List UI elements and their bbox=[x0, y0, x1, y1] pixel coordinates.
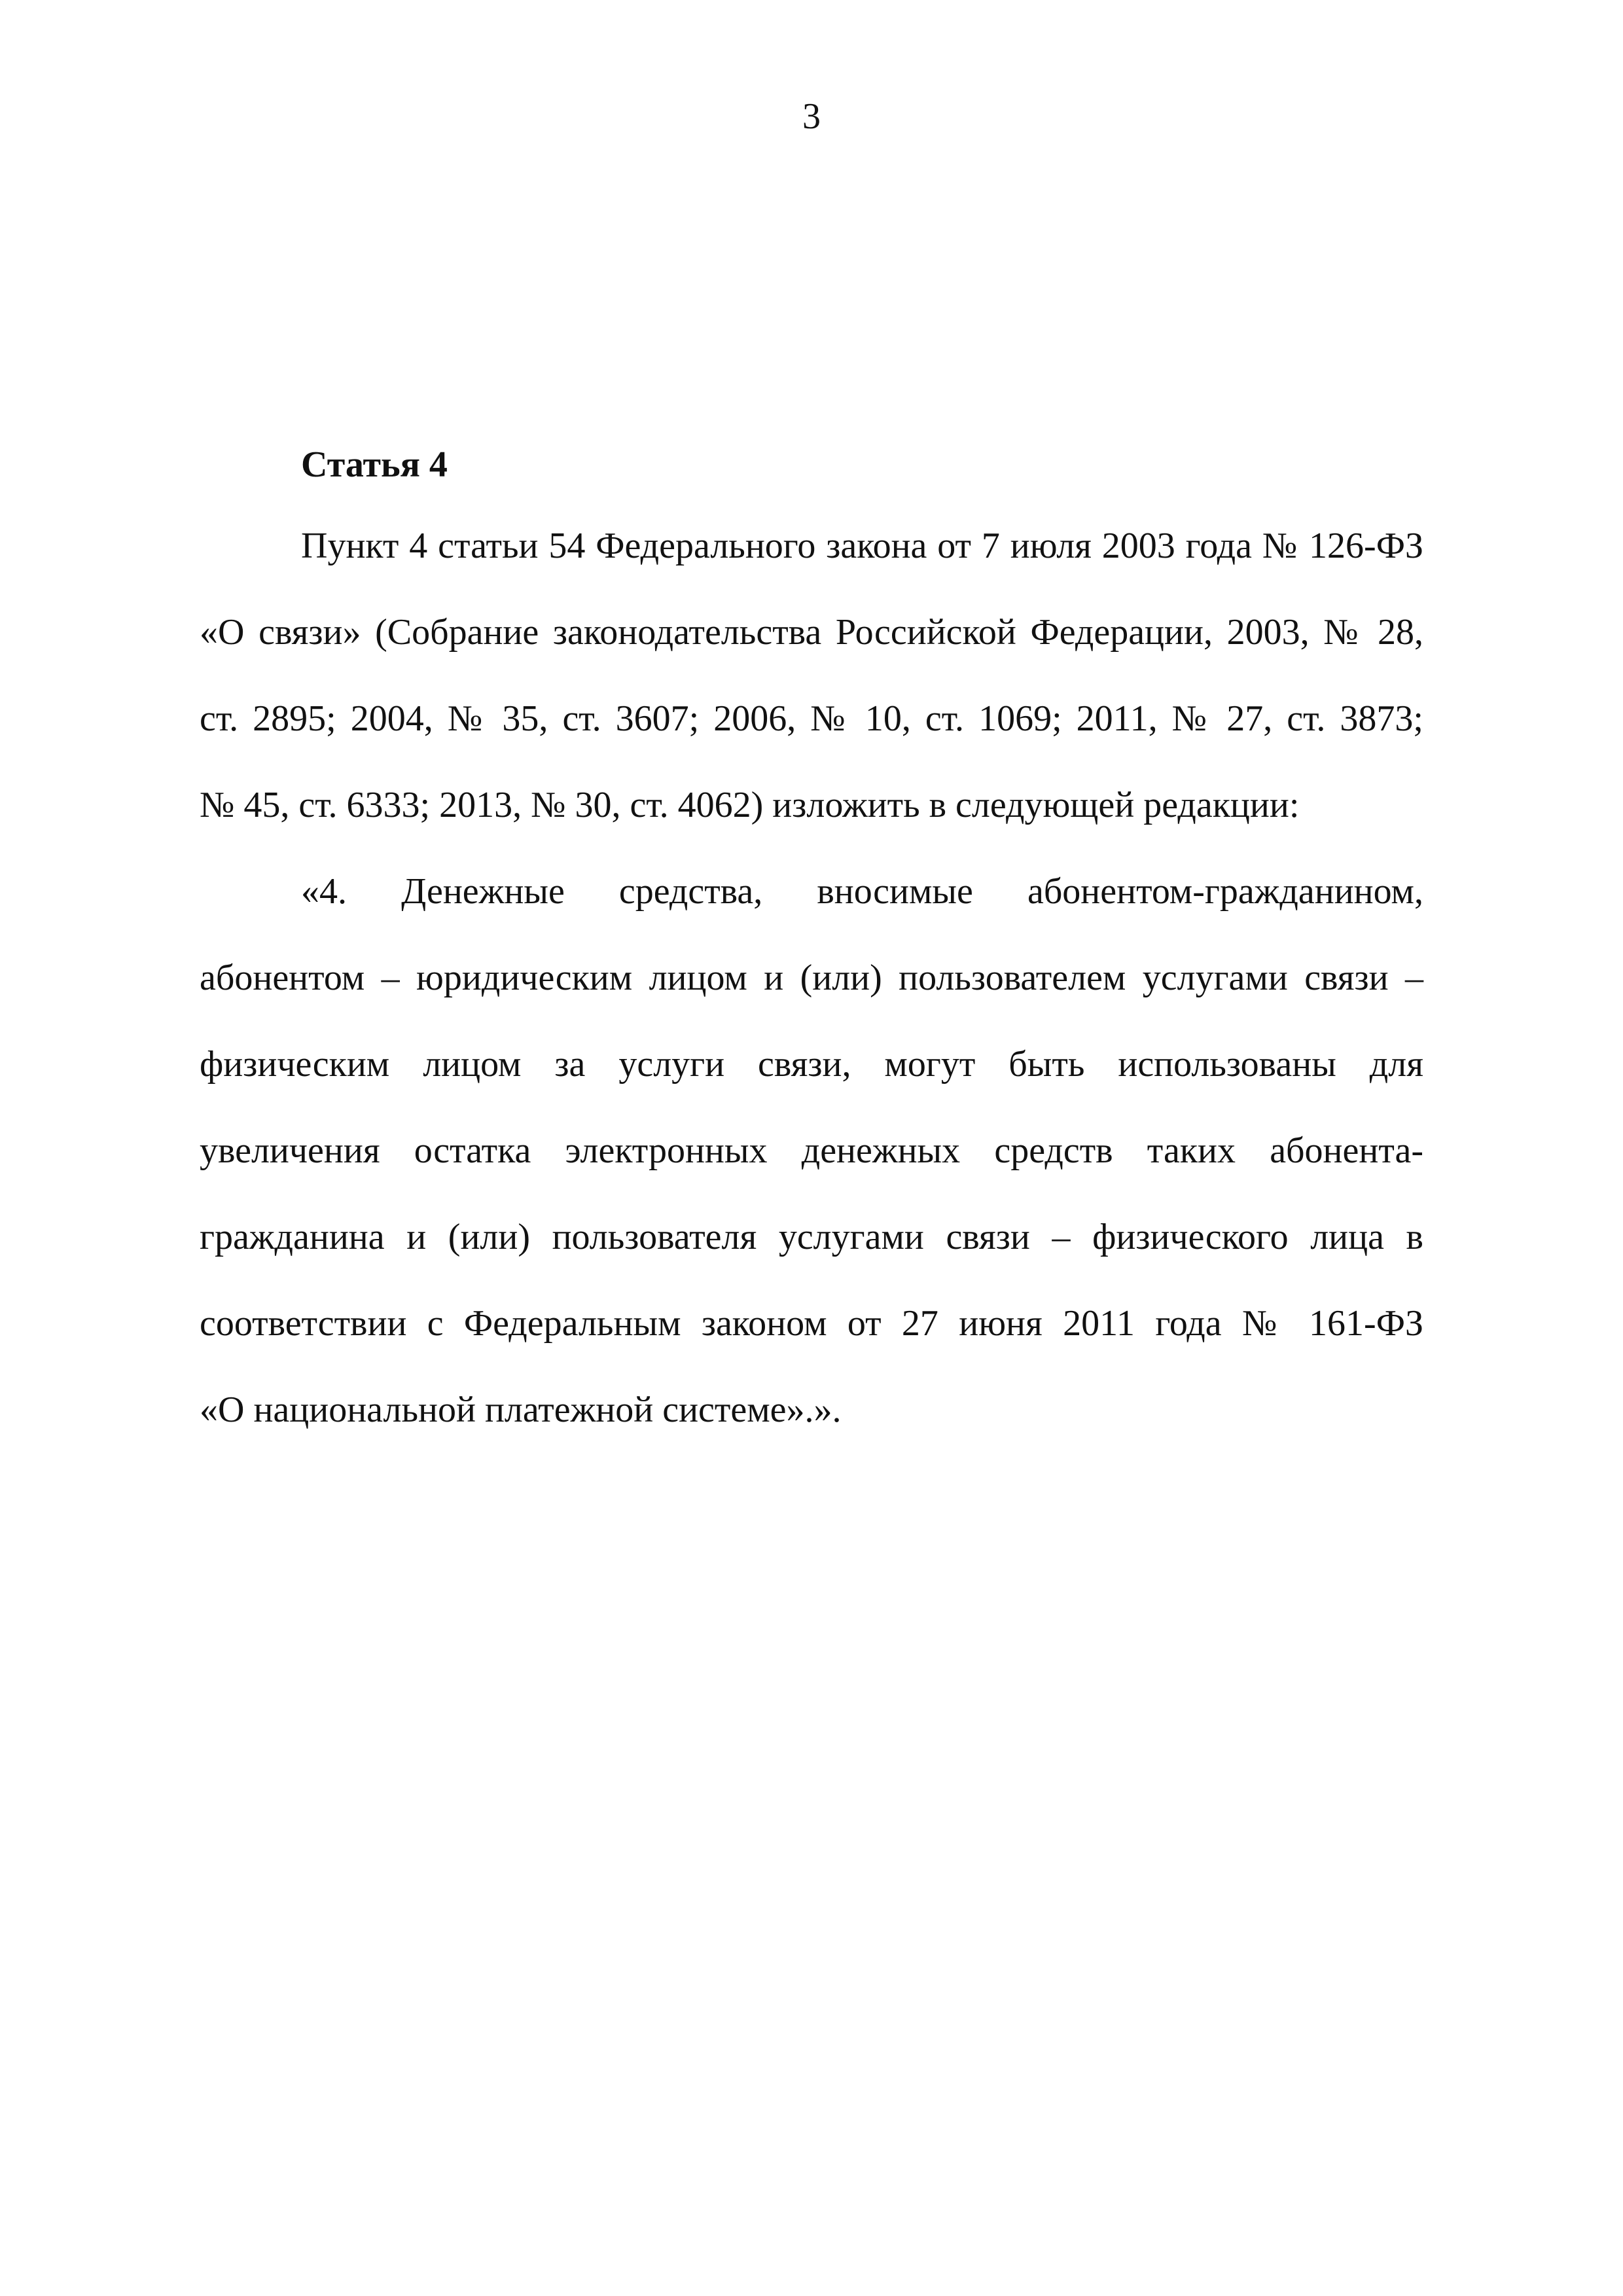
paragraph-2 bbox=[200, 848, 1423, 1453]
paragraph-1-line: «О связи» (Собрание законодательства Российской Федерации, 2003, № 28, bbox=[200, 612, 1423, 653]
paragraph-2-line: абонентом – юридическим лицом и (или) пользователем услугами связи – bbox=[200, 958, 1423, 998]
paragraph-2-line: «О национальной платежной системе».». bbox=[200, 1390, 842, 1430]
paragraph-2-line: соответствии с Федеральным законом от 27 июня 2011 года № 161-ФЗ bbox=[200, 1303, 1423, 1344]
document-body bbox=[200, 439, 1423, 1453]
paragraph-2-line: физическим лицом за услуги связи, могут быть использованы для bbox=[200, 1044, 1423, 1085]
article-heading: Статья 4 bbox=[301, 444, 448, 485]
paragraph-1-line: ст. 2895; 2004, № 35, ст. 3607; 2006, № 10, ст. 1069; 2011, № 27, ст. 3873; bbox=[200, 698, 1423, 739]
paragraph-1-line: Пункт 4 статьи 54 Федерального закона от 7 июля 2003 года № 126-ФЗ bbox=[301, 526, 1423, 566]
page-number: 3 bbox=[802, 96, 821, 137]
paragraph-2-line: увеличения остатка электронных денежных средств таких абонента- bbox=[200, 1130, 1423, 1171]
paragraph-2-line: «4. Денежные средства, вносимые абонентом-гражданином, bbox=[301, 871, 1423, 912]
paragraph-1-line: № 45, ст. 6333; 2013, № 30, ст. 4062) изложить в следующей редакции: bbox=[200, 785, 1300, 825]
paragraph-2-line: гражданина и (или) пользователя услугами связи – физического лица в bbox=[200, 1217, 1423, 1257]
paragraph-1 bbox=[200, 503, 1423, 848]
